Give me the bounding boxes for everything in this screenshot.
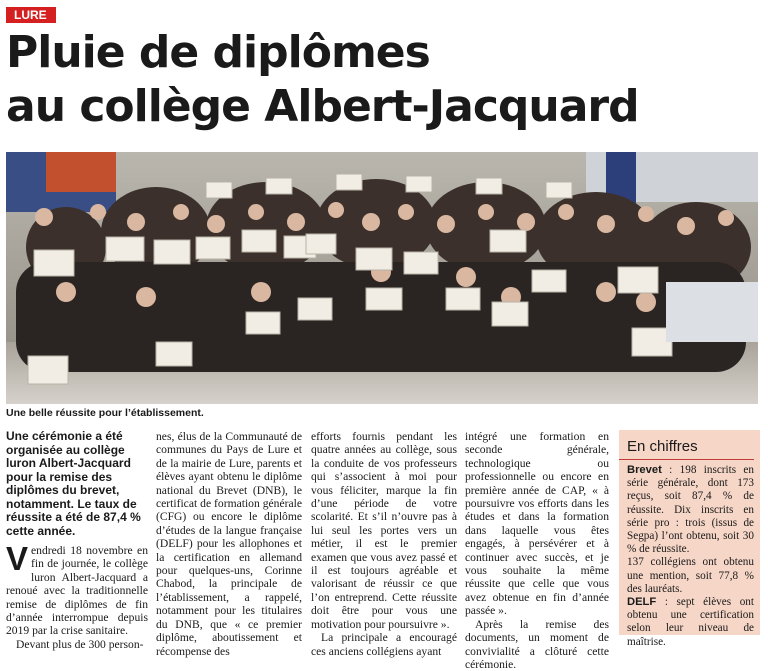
lead-paragraph: Une cérémonie a été organisée au collège luron Albert-Jacquard pour la remise des diplômes du brevet, notamment. Le taux de réussite a été de 87,4 % cette année. (6, 429, 141, 538)
column-3-paragraph-2: La principale a encouragé ces anciens collégiens ayant (311, 631, 457, 658)
figures-box-title: En chiffres (619, 430, 754, 460)
headline (6, 26, 762, 134)
column-1-text-1: endredi 18 novembre en fin de journée, le collège luron Albert-Jacquard a renoué avec la traditionnelle remise de diplômes de fin d’année interrompue depuis 2019 par la crise sanitaire. (6, 544, 148, 638)
figures-brevet (619, 464, 760, 556)
photo-caption: Une belle réussite pour l’établissement. (6, 407, 204, 419)
figures-mention: 137 collégiens ont obtenu une mention, soit 77,8 % des lauréats. (627, 556, 754, 595)
group-photo-illustration (6, 152, 758, 404)
figures-delf (619, 596, 760, 649)
headline-line-2: au collège Albert-Jacquard (6, 81, 639, 132)
column-4-paragraph-1: intégré une formation en seconde générale, technologique ou professionnelle ou encore en première année de CAP, « à poursuivre vos efforts dans les études et dans la formation dans laquelle vous êtes engagés, à persévérer et à continuer avec succès, et je vous souhaite la même réussite que celle que vous avez obtenue en fin d’année passée ». (465, 430, 609, 618)
group-photo (6, 152, 758, 404)
column-1-paragraph-2: Devant plus de 300 person- (16, 637, 144, 651)
brevet-text: : 198 inscrits en série générale, dont 173 reçus, soit 87,4 % de réussite. Dix inscrits en série pro : trois (issus de Segpa) l’ont obtenu, soit 30 % de réussite. (627, 464, 754, 556)
section-tag: LURE (6, 7, 56, 23)
column-2-paragraph-1: nes, élus de la Communauté de communes du Pays de Lure et de la mairie de Lure, parents et élèves ayant obtenu le diplôme national du Brevet (DNB), le certificat de formation générale (CFG) ou encore le diplôme d’études de la langue française (DELF) pour les allophones et la certification en allemand pour quelques-uns, Corinne Chabod, la principale de l’établissement, a rappelé, notamment pour les titulaires du DNB, que « ce premier diplôme, aboutissement et récompense des (156, 430, 302, 658)
column-3 (311, 430, 457, 658)
delf-label: DELF (627, 596, 657, 609)
dropcap: V (6, 540, 29, 577)
column-2 (156, 430, 302, 658)
column-4 (465, 430, 609, 671)
headline-line-1: Pluie de diplômes (6, 27, 430, 78)
delf-text: : sept élèves ont obtenu une certification selon leur niveau de maîtrise. (627, 596, 754, 648)
column-1-paragraph-1 (6, 540, 148, 638)
column-4-paragraph-2: Après la remise des documents, un moment de convivialité a clôturé cette cérémonie. (465, 617, 609, 671)
brevet-label: Brevet (627, 464, 662, 476)
column-1 (6, 430, 148, 651)
figures-box (619, 430, 760, 648)
column-3-paragraph-1: efforts fournis pendant les quatre années au collège, sous la conduite de vos professeurs qui s’associent à moi pour vous féliciter, marque la fin d’une période de votre scolarité. Et s’il n’ouvre pas à lui seul les portes vers un métier, il est le premier examen que vous avez passé et il est toujours agréable et valorisant de réussir ce que l’on entreprend. Cette réussite doit être pour vous une motivation pour poursuivre ». (311, 430, 457, 631)
